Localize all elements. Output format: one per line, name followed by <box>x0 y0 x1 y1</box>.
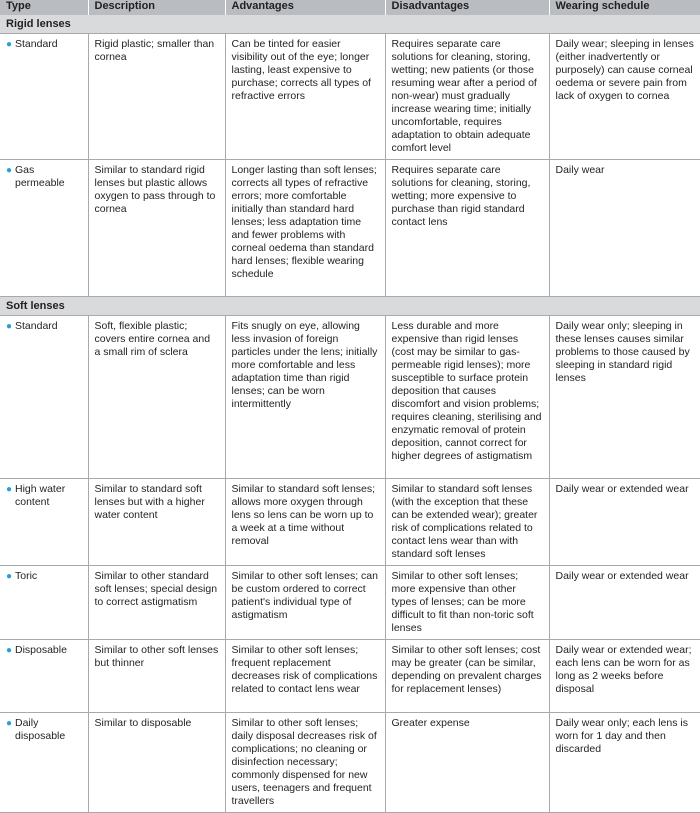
type-label: Toric <box>15 570 38 582</box>
type-cell <box>0 640 88 713</box>
schedule-cell: Daily wear only; each lens is worn for 1 day and then discarded <box>549 713 700 813</box>
disadvantages-cell: Requires separate care solutions for cleaning, storing, wetting; new patients (or those resuming wear after a period of non-wear) must gradually increase wearing time; initially uncomfortable, requires adaptation to obtain adequate comfort level <box>385 34 549 160</box>
schedule-cell: Daily wear or extended wear <box>549 566 700 640</box>
description-cell: Similar to standard rigid lenses but plastic allows oxygen to pass through to cornea <box>88 160 225 297</box>
type-cell <box>0 34 88 160</box>
bullet-icon: ● <box>6 39 13 50</box>
table-row <box>0 713 700 813</box>
table-row <box>0 640 700 713</box>
disadvantages-cell: Greater expense <box>385 713 549 813</box>
type-label: Standard <box>15 38 58 50</box>
type-cell <box>0 713 88 813</box>
disadvantages-cell: Requires separate care solutions for cleaning, storing, wetting; more expensive to purchase than rigid standard contact lens <box>385 160 549 297</box>
schedule-cell: Daily wear or extended wear <box>549 479 700 566</box>
description-cell: Similar to other soft lenses but thinner <box>88 640 225 713</box>
advantages-cell: Similar to other soft lenses; can be custom ordered to correct patient's individual type of astigmatism <box>225 566 385 640</box>
description-cell: Similar to standard soft lenses but with a higher water content <box>88 479 225 566</box>
type-cell <box>0 566 88 640</box>
bullet-icon: ● <box>6 571 13 582</box>
schedule-cell: Daily wear only; sleeping in these lenses causes similar problems to those caused by sleeping in standard rigid lenses <box>549 316 700 479</box>
type-label: Daily disposable <box>15 717 66 742</box>
description-cell: Soft, flexible plastic; covers entire cornea and a small rim of sclera <box>88 316 225 479</box>
type-label: Disposable <box>15 644 67 656</box>
table-row <box>0 479 700 566</box>
disadvantages-cell: Similar to other soft lenses; cost may be greater (can be similar, depending on prevalent charges for replacement lenses) <box>385 640 549 713</box>
advantages-cell: Similar to standard soft lenses; allows more oxygen through lens so lens can be worn up to a week at a time without removal <box>225 479 385 566</box>
advantages-cell: Fits snugly on eye, allowing less invasion of foreign particles under the lens; initially more comfortable and less adaptation time than rigid lenses; can be worn intermittently <box>225 316 385 479</box>
type-cell <box>0 160 88 297</box>
advantages-cell: Longer lasting than soft lenses; corrects all types of refractive errors; more comfortable initially than standard hard lenses; less adaptation time and fewer problems with corneal oedema than standard hard lenses; flexible wearing schedule <box>225 160 385 297</box>
disadvantages-cell: Similar to standard soft lenses (with the exception that these can be extended wear); greater risk of complications related to contact lens wear than with standard soft lenses <box>385 479 549 566</box>
type-label: Standard <box>15 320 58 332</box>
advantages-cell: Similar to other soft lenses; daily disposal decreases risk of complications; no cleaning or disinfection necessary; commonly dispensed for new users, teenagers and frequent travellers <box>225 713 385 813</box>
bullet-icon: ● <box>6 645 13 656</box>
schedule-cell: Daily wear or extended wear; each lens can be worn for as long as 2 weeks before disposal <box>549 640 700 713</box>
bullet-icon: ● <box>6 718 13 729</box>
advantages-cell: Can be tinted for easier visibility out of the eye; longer lasting, least expensive to purchase; corrects all types of refractive errors <box>225 34 385 160</box>
header-description: Description <box>88 0 225 15</box>
description-cell: Similar to disposable <box>88 713 225 813</box>
header-disadvantages: Disadvantages <box>385 0 549 15</box>
bullet-icon: ● <box>6 484 13 495</box>
schedule-cell: Daily wear; sleeping in lenses (either inadvertently or purposely) can cause corneal oedema or severe pain from lack of oxygen to cornea <box>549 34 700 160</box>
table-row <box>0 160 700 297</box>
type-cell <box>0 479 88 566</box>
header-type: Type <box>0 0 88 15</box>
table-row <box>0 316 700 479</box>
disadvantages-cell: Similar to other soft lenses; more expensive than other types of lenses; can be more difficult to fit than non-toric soft lenses <box>385 566 549 640</box>
header-row <box>0 0 700 15</box>
header-wearing-schedule: Wearing schedule <box>549 0 700 15</box>
table-row <box>0 34 700 160</box>
type-cell <box>0 316 88 479</box>
section-title-soft: Soft lenses <box>0 297 700 316</box>
type-label: Gas permeable <box>15 164 65 189</box>
bullet-icon: ● <box>6 321 13 332</box>
section-title-rigid: Rigid lenses <box>0 15 700 34</box>
disadvantages-cell: Less durable and more expensive than rigid lenses (cost may be similar to gas-permeable rigid lenses); more susceptible to surface protein deposition that causes discomfort and vision problems; requires cleaning, sterilising and enzymatic removal of protein deposition, cannot correct for higher degrees of astigmatism <box>385 316 549 479</box>
advantages-cell: Similar to other soft lenses; frequent replacement decreases risk of complications related to contact lens wear <box>225 640 385 713</box>
type-label: High water content <box>15 483 66 508</box>
schedule-cell: Daily wear <box>549 160 700 297</box>
section-row-soft <box>0 297 700 316</box>
section-row-rigid <box>0 15 700 34</box>
description-cell: Similar to other standard soft lenses; special design to correct astigmatism <box>88 566 225 640</box>
description-cell: Rigid plastic; smaller than cornea <box>88 34 225 160</box>
bullet-icon: ● <box>6 165 13 176</box>
header-advantages: Advantages <box>225 0 385 15</box>
table-row <box>0 566 700 640</box>
